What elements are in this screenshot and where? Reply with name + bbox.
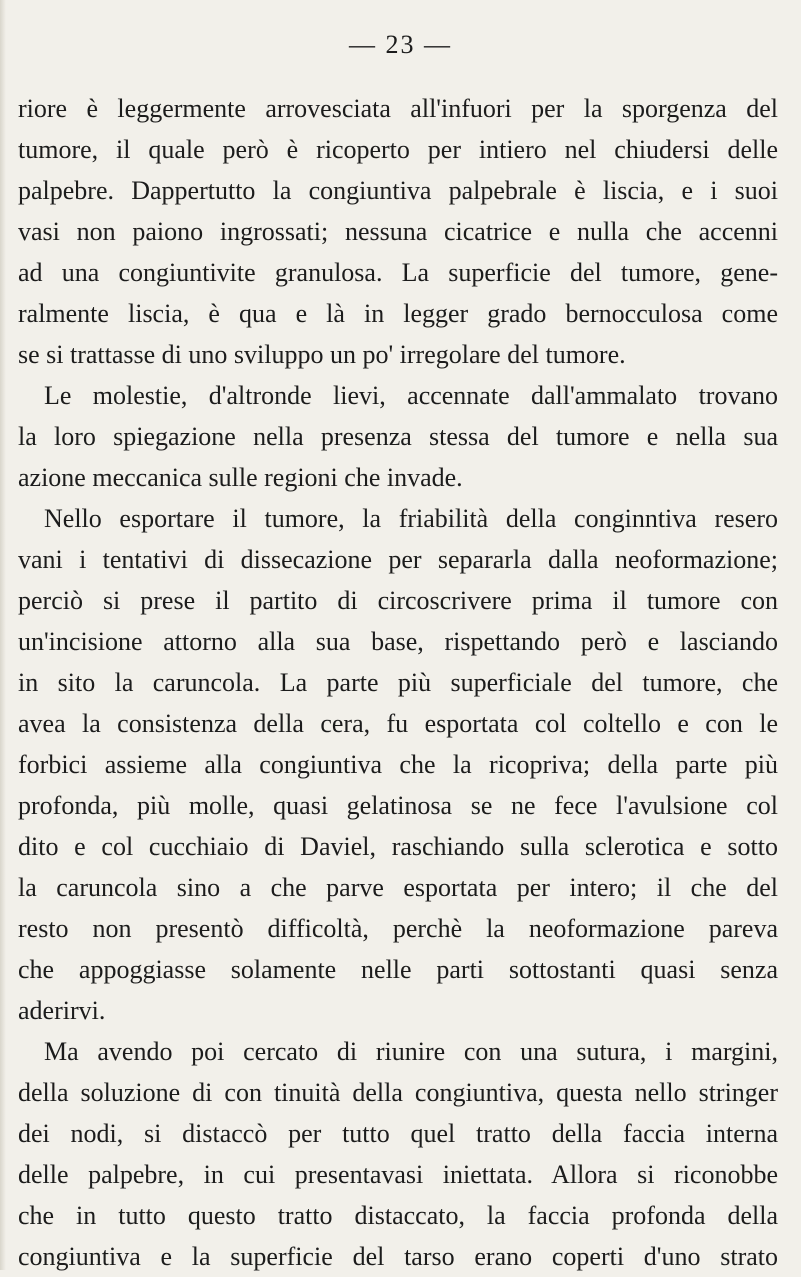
text-line: la loro spiegazione nella presenza stessa del tumore e nella sua — [18, 422, 778, 451]
text-line: se si trattasse di uno sviluppo un po' irregolare del tumore. — [18, 340, 626, 369]
text-line: ralmente liscia, è qua e là in legger grado bernocculosa come — [18, 299, 778, 328]
text-line: Le molestie, d'altronde lievi, accennate dall'ammalato trovano — [44, 381, 778, 410]
text-line: della soluzione di con tinuità della congiuntiva, questa nello stringer — [18, 1078, 778, 1107]
text-line: resto non presentò difficoltà, perchè la neoformazione pareva — [18, 914, 778, 943]
text-line: ad una congiuntivite granulosa. La superficie del tumore, gene- — [18, 258, 778, 287]
text-line: che appoggiasse solamente nelle parti sottostanti quasi senza — [18, 955, 778, 984]
text-line: palpebre. Dappertutto la congiuntiva palpebrale è liscia, e i suoi — [18, 176, 778, 205]
text-line: dito e col cucchiaio di Daviel, raschiando sulla sclerotica e sotto — [18, 832, 778, 861]
text-line: riore è leggermente arrovesciata all'infuori per la sporgenza del — [18, 94, 778, 123]
text-line: un'incisione attorno alla sua base, rispettando però e lasciando — [18, 627, 778, 656]
text-line: azione meccanica sulle regioni che invade. — [18, 463, 463, 492]
text-line: dei nodi, si distaccò per tutto quel tratto della faccia interna — [18, 1119, 778, 1148]
text-line: delle palpebre, in cui presentavasi iniettata. Allora si riconobbe — [18, 1160, 778, 1189]
text-line: tumore, il quale però è ricoperto per intiero nel chiudersi delle — [18, 135, 778, 164]
body-text — [18, 88, 778, 1277]
text-line: profonda, più molle, quasi gelatinosa se ne fece l'avulsione col — [18, 791, 778, 820]
text-line: perciò si prese il partito di circoscrivere prima il tumore con — [18, 586, 778, 615]
text-line: Nello esportare il tumore, la friabilità della conginntiva resero — [44, 504, 778, 533]
text-line: vani i tentativi di dissecazione per separarla dalla neoformazione; — [18, 545, 778, 574]
page-number: — 23 — — [349, 30, 452, 59]
text-line: vasi non paiono ingrossati; nessuna cicatrice e nulla che accenni — [18, 217, 778, 246]
text-line: in sito la caruncola. La parte più superficiale del tumore, che — [18, 668, 778, 697]
text-line: forbici assieme alla congiuntiva che la ricopriva; della parte più — [18, 750, 778, 779]
text-line: aderirvi. — [18, 996, 106, 1025]
page-edge — [0, 0, 6, 1270]
text-line: congiuntiva e la superficie del tarso erano coperti d'uno strato — [18, 1242, 778, 1271]
text-line: avea la consistenza della cera, fu esportata col coltello e con le — [18, 709, 778, 738]
text-line: la caruncola sino a che parve esportata per intero; il che del — [18, 873, 778, 902]
text-line: Ma avendo poi cercato di riunire con una sutura, i margini, — [44, 1037, 778, 1066]
text-line: che in tutto questo tratto distaccato, la faccia profonda della — [18, 1201, 778, 1230]
